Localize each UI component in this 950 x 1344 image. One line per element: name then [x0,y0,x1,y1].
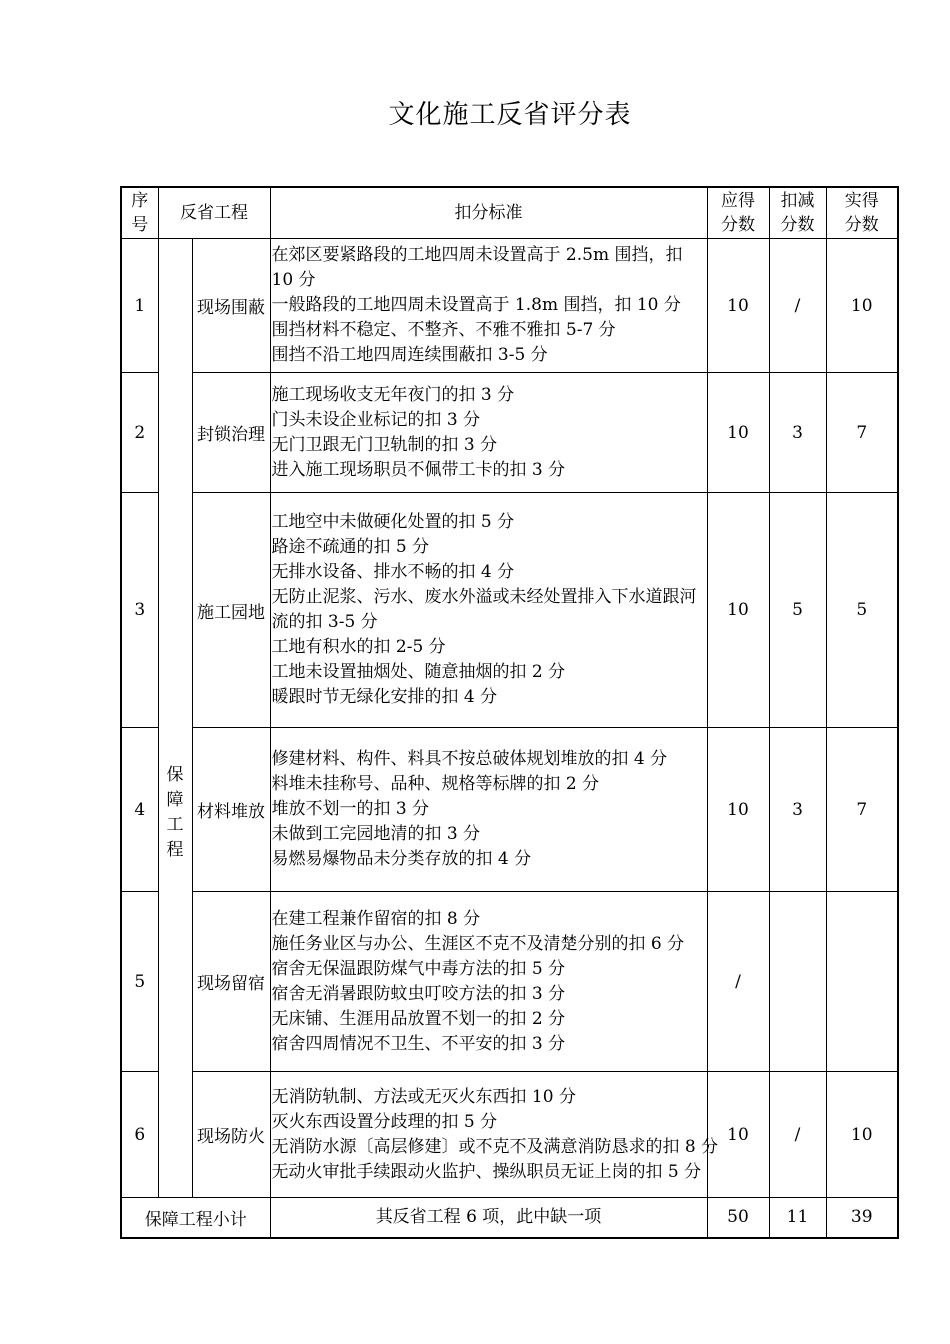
subtotal-row [121,1198,898,1238]
criteria-line: 无动火审批手续跟动火监护、操纵职员无证上岗的扣 5 分 [271,1161,702,1182]
row-actual-score: 7 [826,373,898,493]
table-row [121,892,898,1072]
criteria-line: 无消防轨制、方法或无灭火东西扣 10 分 [271,1086,576,1107]
criteria-cell [270,493,707,728]
group-label [158,239,192,1198]
item-name: 施工园地 [192,493,270,728]
criteria-cell [270,892,707,1072]
criteria-cell [270,239,707,373]
header-should: 应得 分数 [707,187,769,239]
row-actual-score: 5 [826,493,898,728]
criteria-line: 一般路段的工地四周未设置高于 1.8m 围挡，扣 10 分 [271,295,681,315]
criteria-line: 暖跟时节无绿化安排的扣 4 分 [271,687,498,707]
row-deduct-score [769,892,826,1072]
row-should-score: 10 [707,239,769,373]
criteria-line: 围挡不沿工地四周连续围蔽扣 3-5 分 [271,345,548,365]
row-should-score: 10 [707,493,769,728]
page-title: 文化施工反省评分表 [388,100,632,130]
criteria-line: 宿舍无消暑跟防蚊虫叮咬方法的扣 3 分 [271,983,566,1004]
row-seq: 3 [121,493,158,728]
criteria-line: 未做到工完园地清的扣 3 分 [271,824,481,844]
criteria-line: 无防止泥浆、污水、废水外溢或未经处置排入下水道跟河流的扣 3-5 分 [271,587,697,632]
row-should-score: / [707,892,769,1072]
item-name: 现场围蔽 [192,239,270,373]
criteria-line: 宿舍无保温跟防煤气中毒方法的扣 5 分 [271,958,566,979]
row-actual-score [826,892,898,1072]
header-criteria: 扣分标准 [270,187,707,239]
criteria-line: 料堆未挂称号、品种、规格等标牌的扣 2 分 [271,774,600,794]
criteria-line: 工地空中未做硬化处置的扣 5 分 [271,512,515,532]
criteria-line: 无床铺、生涯用品放置不划一的扣 2 分 [271,1008,566,1029]
item-name: 材料堆放 [192,728,270,892]
header-row [121,187,898,239]
subtotal-should-score: 50 [707,1198,769,1238]
row-seq: 6 [121,1072,158,1198]
row-seq: 5 [121,892,158,1072]
score-table [120,186,899,1239]
criteria-line: 工地未设置抽烟处、随意抽烟的扣 2 分 [271,662,566,682]
criteria-line: 堆放不划一的扣 3 分 [271,799,430,819]
item-name: 现场防火 [192,1072,270,1198]
subtotal-note: 其反省工程 6 项，此中缺一项 [270,1198,707,1238]
table-row [121,1072,898,1198]
criteria-line: 无门卫跟无门卫轨制的扣 3 分 [271,434,498,455]
group-char: 工 [166,815,184,835]
criteria-line: 宿舍四周情况不卫生、不平安的扣 3 分 [271,1033,566,1054]
table-row [121,493,898,728]
subtotal-deduct-score: 11 [769,1198,826,1238]
row-deduct-score: / [769,239,826,373]
group-char: 程 [166,840,184,860]
criteria-line: 无消防水源〔高层修建〕或不克不及满意消防恳求的扣 8 分 [271,1136,719,1157]
criteria-line: 在建工程兼作留宿的扣 8 分 [271,908,481,929]
criteria-line: 施工现场收支无年夜门的扣 3 分 [271,384,515,405]
row-should-score: 10 [707,1072,769,1198]
item-name: 封锁治理 [192,373,270,493]
criteria-line: 易燃易爆物品未分类存放的扣 4 分 [271,849,532,869]
row-seq: 1 [121,239,158,373]
subtotal-label: 保障工程小计 [121,1198,270,1238]
criteria-line: 施任务业区与办公、生涯区不克不及清楚分别的扣 6 分 [271,933,685,954]
criteria-line: 进入施工现场职员不佩带工卡的扣 3 分 [271,459,566,480]
row-deduct-score: / [769,1072,826,1198]
criteria-cell [270,728,707,892]
table-row [121,373,898,493]
row-actual-score: 7 [826,728,898,892]
row-should-score: 10 [707,373,769,493]
row-deduct-score: 5 [769,493,826,728]
criteria-line: 工地有积水的扣 2-5 分 [271,637,446,657]
group-char: 障 [166,790,184,810]
criteria-line: 灭火东西设置分歧理的扣 5 分 [271,1111,498,1132]
item-name: 现场留宿 [192,892,270,1072]
header-seq: 序 号 [121,187,158,239]
row-actual-score: 10 [826,239,898,373]
row-deduct-score: 3 [769,373,826,493]
header-deduct: 扣减 分数 [769,187,826,239]
criteria-line: 修建材料、构件、料具不按总破体规划堆放的扣 4 分 [271,749,668,769]
criteria-line: 路途不疏通的扣 5 分 [271,537,430,557]
criteria-line: 门头未设企业标记的扣 3 分 [271,409,481,430]
criteria-cell [270,373,707,493]
criteria-line: 无排水设备、排水不畅的扣 4 分 [271,562,515,582]
table-row [121,239,898,373]
header-project: 反省工程 [158,187,270,239]
criteria-line: 在郊区要紧路段的工地四周未设置高于 2.5m 围挡，扣 10 分 [271,245,683,290]
criteria-cell [270,1072,719,1198]
row-seq: 4 [121,728,158,892]
row-deduct-score: 3 [769,728,826,892]
group-char: 保 [166,765,184,785]
row-seq: 2 [121,373,158,493]
criteria-line: 围挡材料不稳定、不整齐、不雅不雅扣 5-7 分 [271,320,616,340]
row-actual-score: 10 [826,1072,898,1198]
row-should-score: 10 [707,728,769,892]
subtotal-actual-score: 39 [826,1198,898,1238]
header-actual: 实得 分数 [826,187,898,239]
table-row [121,728,898,892]
